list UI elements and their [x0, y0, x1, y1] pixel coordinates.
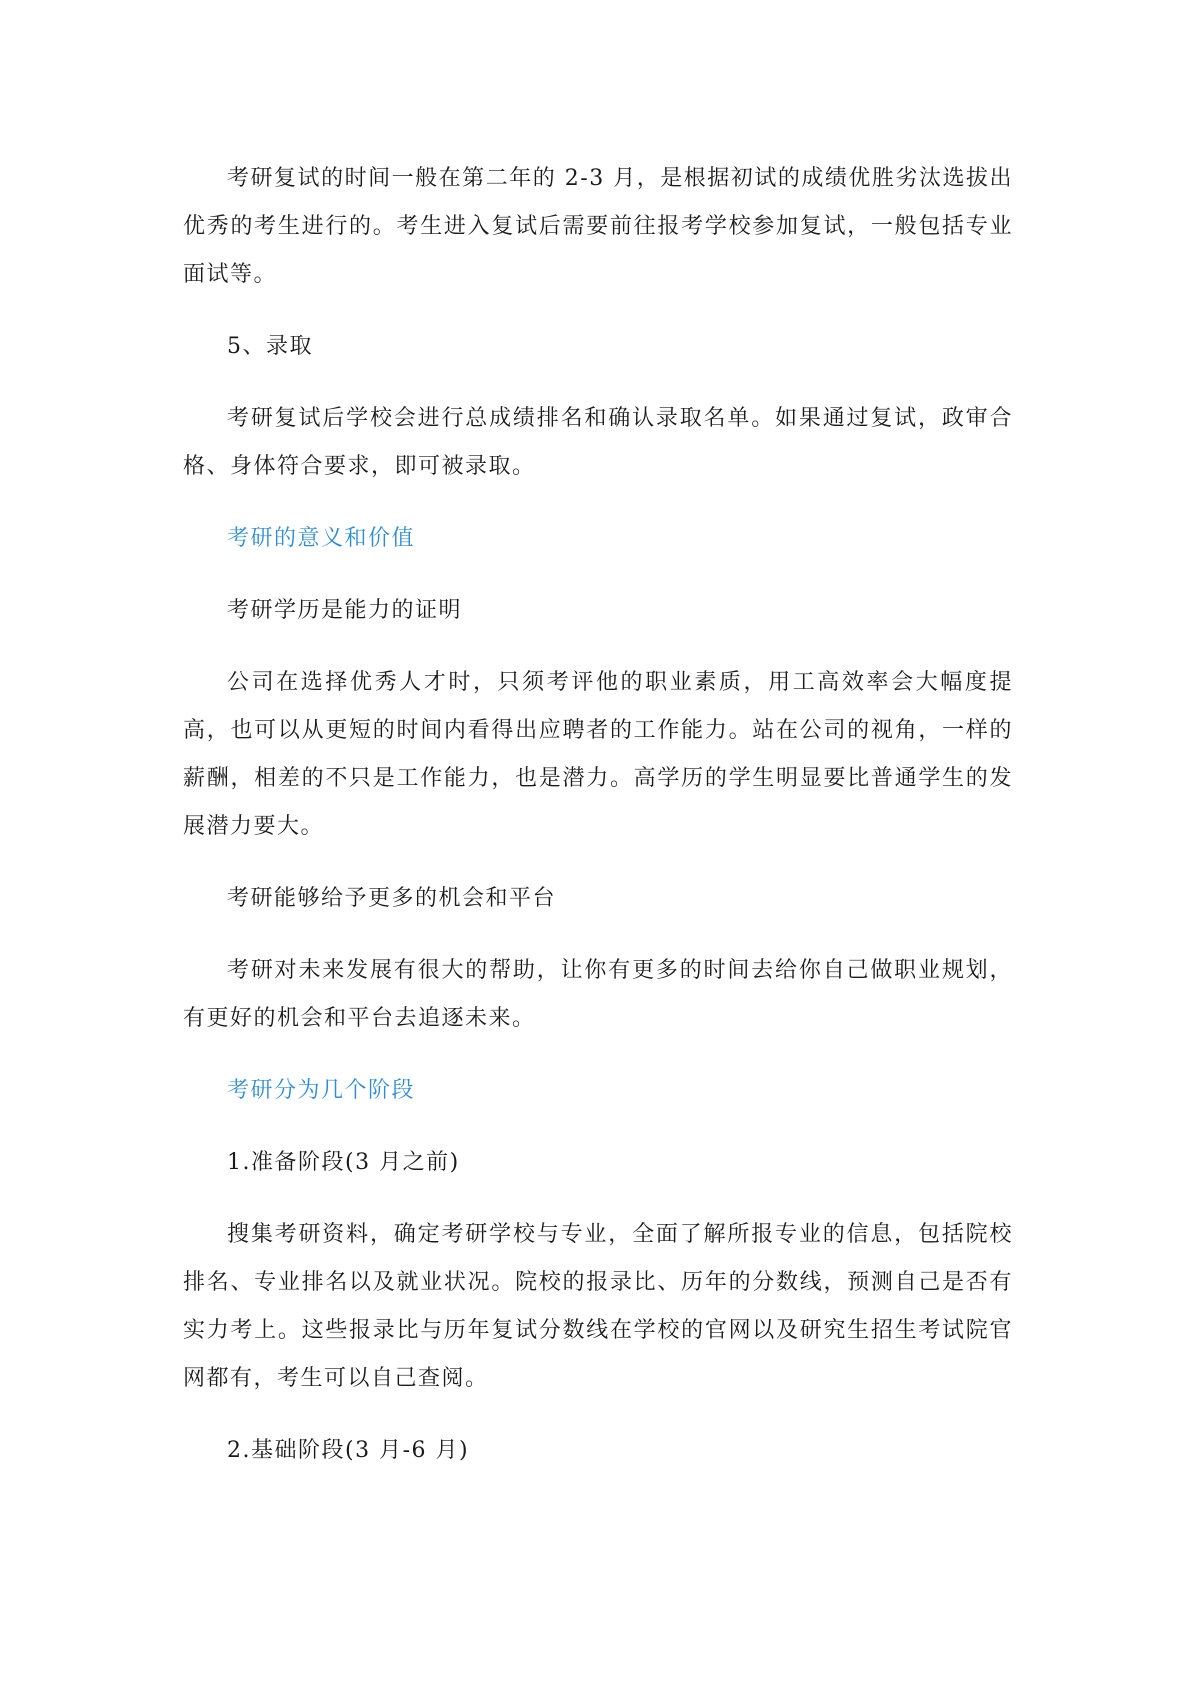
paragraph-stage-preparation: 搜集考研资料，确定考研学校与专业，全面了解所报专业的信息，包括院校排名、专业排名以及就业状况。院校的报录比、历年的分数线，预测自己是否有实力考上。这些报录比与历年复试分数线在学校的官网以及研究生招生考试院官网都有，考生可以自己查阅。 — [183, 1222, 1013, 1391]
paragraph-admission: 考研复试后学校会进行总成绩排名和确认录取名单。如果通过复试，政审合格、身体符合要求，即可被录取。 — [183, 406, 1013, 479]
heading-admission: 5、录取 — [227, 334, 313, 359]
section-heading-meaning: 考研的意义和价值 — [227, 526, 416, 551]
heading-stage-preparation: 1.准备阶段(3 月之前) — [227, 1150, 460, 1175]
paragraph-opportunity: 考研对未来发展有很大的帮助，让你有更多的时间去给你自己做职业规划，有更好的机会和平台去追逐未来。 — [183, 958, 1013, 1031]
section-heading-stages: 考研分为几个阶段 — [227, 1078, 416, 1103]
heading-opportunity: 考研能够给予更多的机会和平台 — [227, 886, 557, 911]
heading-stage-foundation: 2.基础阶段(3 月-6 月) — [227, 1438, 470, 1463]
heading-degree-proof: 考研学历是能力的证明 — [227, 598, 463, 623]
document-page — [183, 155, 1013, 1499]
paragraph-degree-proof: 公司在选择优秀人才时，只须考评他的职业素质，用工高效率会大幅度提高，也可以从更短的时间内看得出应聘者的工作能力。站在公司的视角，一样的薪酬，相差的不只是工作能力，也是潜力。高学历的学生明显要比普通学生的发展潜力要大。 — [183, 670, 1013, 839]
paragraph-retest-time: 考研复试的时间一般在第二年的 2-3 月，是根据初试的成绩优胜劣汰选拔出优秀的考生进行的。考生进入复试后需要前往报考学校参加复试，一般包括专业面试等。 — [183, 166, 1013, 287]
